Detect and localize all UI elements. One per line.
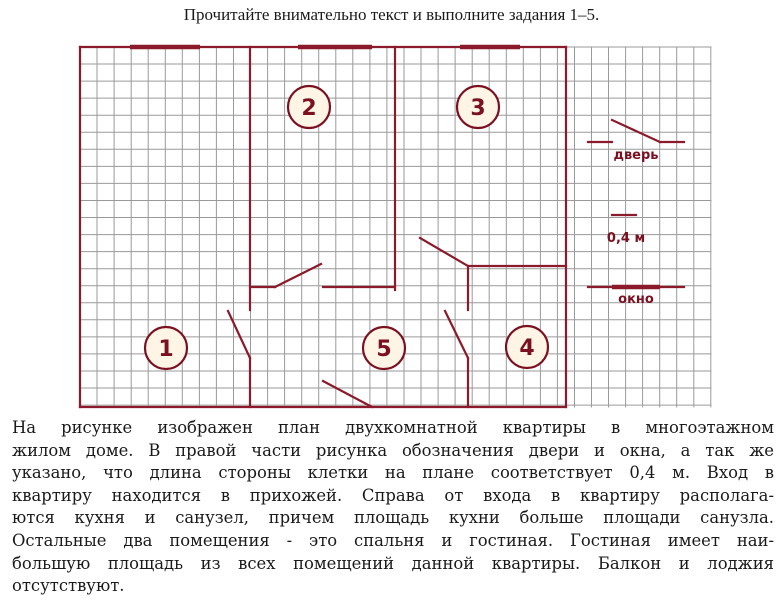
door-leaf: [275, 264, 321, 287]
description-line: ются кухня и санузел, причем площадь кухни больше площади санузла.: [12, 508, 774, 528]
task-instruction: Прочитайте внимательно текст и выполните задания 1–5.: [183, 5, 600, 24]
room-marker-3: [457, 86, 499, 128]
room-marker-2: [288, 86, 330, 128]
legend-door-leaf: [612, 120, 660, 142]
description-line: квартиру находится в прихожей. Справа от входа в квартиру располага-: [12, 485, 774, 505]
room-number-2: 2: [301, 96, 317, 121]
description-paragraph: [12, 417, 774, 598]
description-line: отсутствуют.: [12, 576, 125, 596]
plan-legend: [588, 120, 684, 307]
room-marker-1: [145, 327, 187, 369]
room-number-1: 1: [158, 337, 174, 362]
description-line: указано, что длина стороны клетки на плане соответствует 0,4 м. Вход в: [12, 463, 774, 483]
room-number-3: 3: [470, 96, 486, 121]
description-line: На рисунке изображен план двухкомнатной квартиры в многоэтажном: [12, 418, 774, 437]
room-number-4: 4: [519, 336, 535, 361]
room-marker-5: [363, 327, 405, 369]
legend-cell-size-label: 0,4 м: [606, 231, 646, 246]
door-leaf: [323, 381, 372, 407]
room-marker-4: [506, 326, 548, 368]
legend-door-label: дверь: [613, 148, 659, 163]
description-line: большую площадь из всех помещений данной квартиры. Балкон и лоджия: [12, 553, 774, 573]
room-markers: [145, 86, 548, 369]
door-leaf: [228, 311, 250, 358]
legend-window-label: окно: [618, 292, 654, 307]
description-line: Остальные два помещения - это спальня и гостиная. Гостиная имеет наи-: [12, 530, 774, 550]
door-leaf: [445, 311, 468, 358]
description-line: жилом доме. В правой части рисунка обозначения двери и окна, а так же: [12, 440, 774, 460]
room-number-5: 5: [376, 337, 392, 362]
